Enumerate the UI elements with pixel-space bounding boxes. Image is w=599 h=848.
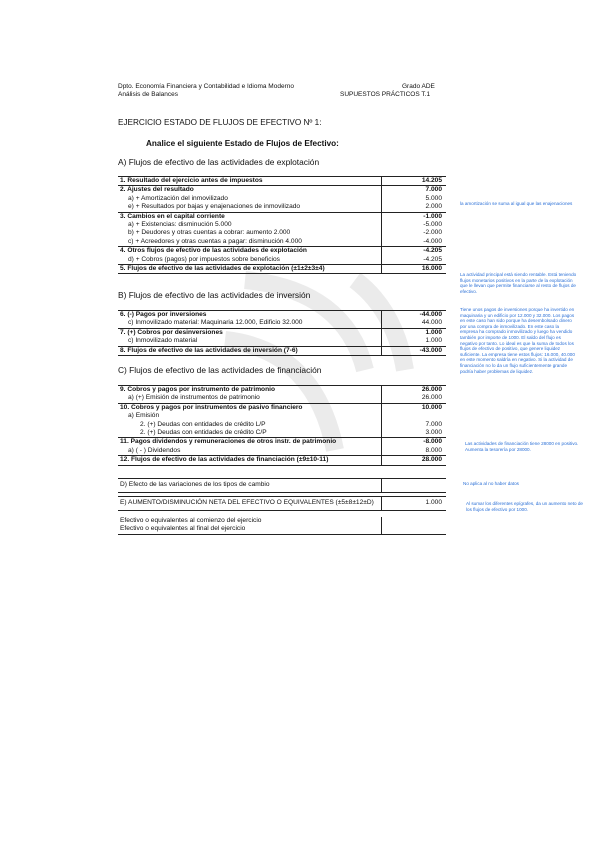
table-row: [118, 421, 446, 429]
row-value: -8.000: [382, 438, 447, 447]
row-label: 6. (-) Pagos por inversiones: [118, 311, 382, 320]
table-row: [118, 497, 446, 511]
annotation-note: Las actividades de financiación tiene 28000 en positivo. Aumenta la tesorería por 28000.: [465, 441, 579, 452]
section-c-heading: C) Flujos de efectivo de las actividades de financiación: [118, 365, 322, 375]
row-label: 8. Flujos de efectivo de las actividades de inversión (7-6): [118, 346, 382, 355]
row-label: c) Inmovilizado material: [128, 337, 198, 345]
table-row: [118, 412, 446, 420]
row-value: 3.000: [382, 429, 447, 438]
row-label: 5. Flujos de efectivo de las actividades de explotación (±1±2±3±4): [118, 265, 382, 274]
row-value: -2.000: [382, 229, 447, 237]
table-row: [118, 265, 446, 274]
row-value: 7.000: [382, 186, 447, 195]
section-c-table: [118, 385, 446, 466]
row-label: E) AUMENTO/DISMINUCIÓN NETA DEL EFECTIVO O EQUIVALENTES (±5±8±12±D): [118, 497, 382, 511]
table-row: [118, 346, 446, 355]
row-value: [382, 479, 447, 493]
row-label: d) + Cobros (pagos) por impuestos sobre beneficios: [128, 255, 280, 263]
final-table: [118, 517, 446, 535]
row-label: a) + Existencias: disminución 5.000: [128, 221, 232, 229]
exercise-title: EJERCICIO ESTADO DE FLUJOS DE EFECTIVO Nº 1:: [118, 118, 322, 127]
row-label: Efectivo o equivalentes al comienzo del ejercicio: [120, 517, 262, 524]
row-label: 2. (+) Deudas con entidades de crédito L/P: [140, 420, 266, 428]
table-row: [118, 456, 446, 465]
row-value: 26.000: [382, 386, 447, 395]
row-value: [382, 412, 447, 420]
row-label: Efectivo o equivalentes al final del ejercicio: [118, 525, 382, 534]
table-row: [118, 177, 446, 186]
annotation-note: Al sumar los diferentes epígrafes, da un aumento neto de los flujos de efectivo por 1000.: [466, 501, 583, 512]
row-value: 44.000: [382, 319, 447, 328]
annotation-note: la amortización se suma al igual que las enajenaciones: [460, 201, 573, 206]
table-row: [118, 479, 446, 493]
section-e-table: [118, 496, 446, 511]
table-row: [118, 517, 446, 525]
table-row: [118, 429, 446, 438]
table-row: [118, 212, 446, 221]
row-value: 2.000: [382, 203, 447, 212]
row-label: 4. Otros flujos de efectivo de las actividades de explotación: [118, 247, 382, 256]
row-value: -1.000: [382, 212, 447, 221]
table-row: [118, 221, 446, 229]
table-row: [118, 438, 446, 447]
row-label: e) + Resultados por bajas y enajenaciones de inmovilizado: [128, 203, 301, 211]
row-label: D) Efecto de las variaciones de los tipos de cambio: [118, 479, 382, 493]
row-label: a) ( - ) Dividendos: [128, 446, 181, 454]
table-row: [118, 247, 446, 256]
row-label: c) Inmovilizado material: Maquinaria 12.000, Edificio 32.000: [128, 319, 303, 327]
header-section: SUPUESTOS PRÁCTICOS T.1: [340, 91, 431, 98]
row-value: -44.000: [382, 311, 447, 320]
section-d-table: [118, 478, 446, 493]
row-label: 2. (+) Deudas con entidades de crédito C/P: [140, 429, 267, 437]
header-department: Dpto. Economía Financiera y Contabilidad e Idioma Moderno: [118, 83, 294, 90]
table-row: [118, 229, 446, 237]
row-value: 28.000: [382, 456, 447, 465]
row-label: a) Emisión: [128, 412, 160, 420]
table-row: [118, 203, 446, 212]
section-b-heading: B) Flujos de efectivo de las actividades de inversión: [118, 290, 311, 300]
annotation-note: Tiene unos pagos de inversiones porque ha invertido en maquinaria y un edificio por 12.000 y 32.000. Los pagos en este caso han sido porque ha desembolsado dinero por una compra de inmovilizado. En este caso la empresa ha comprado inmovilizado y luego ha vendido también por importe de 1000. El saldo del flujo es negativo por tanto. Lo ideal es que la suma de todos los flujos de efectivo de positivo, que genere liquidez suficiente. La empresa tiene estos flujos: 16.000, 40.000 en este momento saldría en negativo. Si la actividad de financiación no lo da un flujo suficientemente grande podría haber problemas de liquidez.: [460, 307, 575, 374]
row-value: 14.205: [382, 177, 447, 186]
row-label: a) + Amortización del inmovilizado: [128, 194, 228, 202]
row-label: c) + Acreedores y otras cuentas a pagar: disminución 4.000: [128, 237, 302, 245]
row-value: 1.000: [382, 497, 447, 511]
row-value: 1.000: [382, 337, 447, 346]
section-a-table: [118, 176, 446, 274]
row-label: 10. Cobros y pagos por instrumentos de pasivo financiero: [118, 403, 382, 412]
row-label: a) (+) Emisión de instrumentos de patrimonio: [128, 394, 260, 402]
table-row: [118, 186, 446, 195]
row-value: 5.000: [382, 195, 447, 203]
row-value: [382, 525, 447, 534]
table-row: [118, 525, 446, 534]
row-value: 26.000: [382, 394, 447, 403]
exercise-subtitle: Analice el siguiente Estado de Flujos de Efectivo:: [146, 139, 339, 148]
table-row: [118, 311, 446, 320]
section-a-heading: A) Flujos de efectivo de las actividades de explotación: [118, 157, 320, 167]
table-row: [118, 238, 446, 247]
table-row: [118, 403, 446, 412]
row-value: 10.000: [382, 403, 447, 412]
header-degree: Grado ADE: [402, 83, 435, 90]
row-value: [382, 517, 447, 525]
row-value: -43.000: [382, 346, 447, 355]
section-b-table: [118, 310, 446, 356]
row-value: 7.000: [382, 421, 447, 429]
row-value: 1.000: [382, 328, 447, 337]
row-label: 2. Ajustes del resultado: [118, 186, 382, 195]
row-value: -4.000: [382, 238, 447, 247]
table-row: [118, 195, 446, 203]
row-label: 7. (+) Cobros por desinversiones: [118, 328, 382, 337]
table-row: [118, 256, 446, 265]
annotation-note: No aplica al no haber datos: [463, 481, 519, 486]
row-label: 9. Cobros y pagos por instrumento de patrimonio: [118, 386, 382, 395]
row-label: 3. Cambios en el capital corriente: [118, 212, 382, 221]
row-label: 12. Flujos de efectivo de las actividades de financiación (±9±10-11): [118, 456, 382, 465]
table-row: [118, 328, 446, 337]
row-value: -4.205: [382, 256, 447, 265]
table-row: [118, 394, 446, 403]
table-row: [118, 337, 446, 346]
table-row: [118, 319, 446, 328]
header-subject: Análisis de Balances: [118, 91, 178, 98]
table-row: [118, 386, 446, 395]
annotation-note: La actividad principal está siendo rentable. Está teniendo flujos monetarios positivos en la parte de la explotación que le llevan que permite financiarse al resto de flujos de efectivo.: [460, 272, 577, 294]
row-value: 8.000: [382, 447, 447, 456]
row-value: -4.205: [382, 247, 447, 256]
table-row: [118, 447, 446, 456]
row-label: 11. Pagos dividendos y remuneraciones de otros instr. de patrimonio: [118, 438, 382, 447]
row-label: b) + Deudores y otras cuentas a cobrar: aumento 2.000: [128, 229, 291, 237]
row-label: 1. Resultado del ejercicio antes de impuestos: [118, 177, 382, 186]
row-value: -5.000: [382, 221, 447, 229]
row-value: 16.000: [382, 265, 447, 274]
